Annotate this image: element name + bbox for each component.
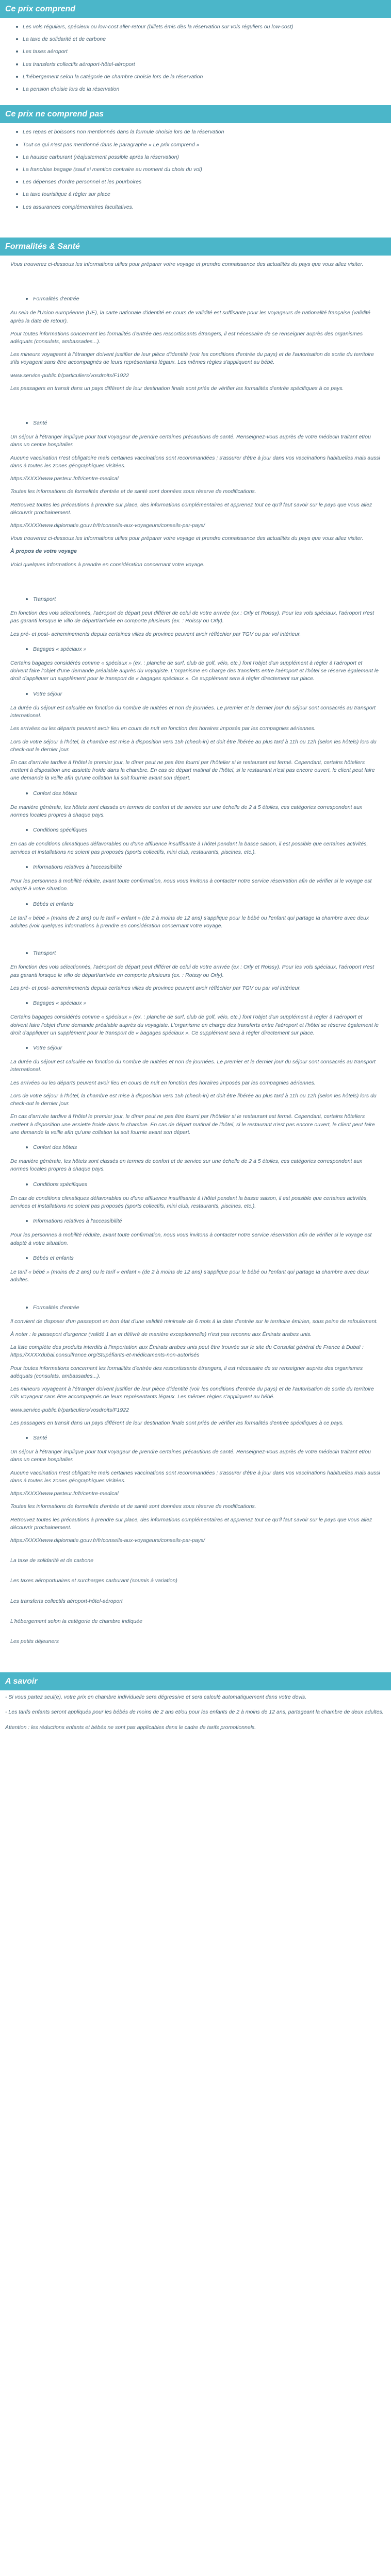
paragraph: Le tarif « bébé » (moins de 2 ans) ou le tarif « enfant » (de 2 à moins de 12 ans) s'applique pour le bébé ou l'enfant qui partage la chambre avec deux adultes. bbox=[10, 1269, 369, 1283]
formalities-section bbox=[0, 256, 391, 1658]
spacer bbox=[10, 1631, 381, 1638]
subsection-heading: Santé bbox=[10, 419, 381, 427]
subsection-heading: Informations relatives à l'accessibilité bbox=[10, 863, 381, 871]
paragraph: Un séjour à l'étranger implique pour tout voyageur de prendre certaines précautions de santé. Renseignez-vous auprès de votre médecin traitant et/ou dans un centre hospitalier. bbox=[10, 434, 371, 448]
paragraph: Certains bagages considérés comme « spéciaux » (ex. : planche de surf, club de golf, vélo, etc.) font l'objet d'un supplément à régler à l'aéroport et doivent faire l'objet d'une demande préalable auprès du voyagiste. L'organisme en charge des transferts entre l'aéroport et l'hôtel se réserve également le droit d'appliquer un supplément pour le transport de « bagages spéciaux ». Ce supplément sera à régler directement sur place. bbox=[10, 1014, 379, 1036]
paragraph: En cas d'arrivée tardive à l'hôtel le premier jour, le dîner peut ne pas être fourni par l'hôtelier si le restaurant est fermé. Cependant, certains hôteliers mettent à disposition une assiette froide dans la chambre. En cas de départ matinal de l'hôtel, si le restaurant n'est pas encore ouvert, le client peut faire une demande la veille afin qu'une collation lui soit fournie avant son départ. bbox=[10, 759, 375, 782]
included-title: Ce prix comprend bbox=[0, 0, 391, 18]
spacer bbox=[10, 398, 381, 412]
paragraph: De manière générale, les hôtels sont classés en termes de confort et de service sur une échelle de 2 à 5 étoiles, ces catégories correspondent aux normes locales propres à chaque pays. bbox=[10, 1158, 363, 1173]
paragraph: Les pré- et post- acheminements depuis certaines villes de province peuvent avoir réfléchier par TGV ou par vol intérieur. bbox=[10, 985, 301, 991]
paragraph: Pour les personnes à mobilité réduite, avant toute confirmation, nous vous invitons à contacter notre service réservation afin de vérifier si le voyage est adapté à votre situation. bbox=[10, 878, 372, 892]
excluded-item: Les dépenses d'ordre personnel et les pourboires bbox=[23, 178, 381, 186]
paragraph: La durée du séjour est calculée en fonction du nombre de nuitées et non de journées. Le premier et le dernier jour du séjour sont consacrés au transport international. bbox=[10, 1059, 376, 1073]
paragraph: La liste complète des produits interdits à l'importation aux Émirats arabes unis peut être trouvée sur le site du Consulat général de France à Dubaï : https://XXXXdubai.consulfrance.org/Stupéfiants-et-médicaments-non-autorisés bbox=[10, 1344, 364, 1359]
subsection-heading: Conditions spécifiques bbox=[10, 1181, 381, 1189]
paragraph: www.service-public.fr/particuliers/vosdroits/F1922 bbox=[10, 372, 129, 379]
subsection-heading: Bébés et enfants bbox=[10, 1255, 381, 1262]
paragraph: La durée du séjour est calculée en fonction du nombre de nuitées et non de journées. Le premier et le dernier jour du séjour sont consacrés au transport international. bbox=[10, 704, 376, 719]
paragraph: Les passagers en transit dans un pays différent de leur destination finale sont priés de vérifier les formalités d'entrée spécifiques à ce pays. bbox=[10, 1419, 344, 1426]
excluded-title: Ce prix ne comprend pas bbox=[0, 105, 391, 123]
included-item: Les taxes aéroport bbox=[23, 48, 381, 56]
paragraph: À noter : le passeport d'urgence (validé 1 an et délivré de manière exceptionnelle) n'est pas reconnu aux Émirats arabes unis. bbox=[10, 1331, 312, 1337]
spacer bbox=[10, 1290, 381, 1297]
paragraph: Il convient de disposer d'un passeport en bon état d'une validité minimale de 6 mois à la date d'entrée sur le territoire émirien, sous peine de refoulement. bbox=[10, 1318, 378, 1325]
paragraph: De manière générale, les hôtels sont classés en termes de confort et de service sur une échelle de 2 à 5 étoiles, ces catégories correspondent aux normes locales propres à chaque pays. bbox=[10, 804, 363, 819]
paragraph: L'hébergement selon la catégorie de chambre indiquée bbox=[10, 1618, 142, 1624]
paragraph: En cas d'arrivée tardive à l'hôtel le premier jour, le dîner peut ne pas être fourni par l'hôtelier si le restaurant est fermé. Cependant, certains hôteliers mettent à disposition une assiette froide dans la chambre. En cas de départ matinal de l'hôtel, si le restaurant n'est pas encore ouvert, le client peut faire une demande la veille afin qu'une collation lui soit fournie avant son départ. bbox=[10, 1113, 375, 1136]
excluded-item: Tout ce qui n'est pas mentionné dans le paragraphe « Le prix comprend » bbox=[23, 141, 381, 149]
spacer bbox=[10, 1611, 381, 1618]
notice-section bbox=[0, 1690, 391, 1744]
included-list bbox=[10, 23, 381, 93]
subsection-heading: Bébés et enfants bbox=[10, 901, 381, 908]
excluded-section bbox=[0, 123, 391, 223]
subsection-heading: Bagages « spéciaux » bbox=[10, 646, 381, 653]
spacer bbox=[10, 1570, 381, 1577]
paragraph: En cas de conditions climatiques défavorables ou d'une affluence insuffisante à l'hôtel pendant la basse saison, il est possible que certaines activités, services et installations ne soient pas proposés (sports collectifs, mini club, restaurants, piscines, etc.). bbox=[10, 841, 368, 855]
paragraph: Les taxes aéroportuaires et surcharges carburant (soumis à variation) bbox=[10, 1578, 177, 1584]
spacer bbox=[10, 1590, 381, 1598]
excluded-item: Les assurances complémentaires facultatives. bbox=[23, 204, 381, 211]
spacer bbox=[10, 1550, 381, 1557]
paragraph: Toutes les informations de formalités d'entrée et de santé sont données sous réserve de modifications. bbox=[10, 488, 256, 495]
paragraph: Les passagers en transit dans un pays différent de leur destination finale sont priés de vérifier les formalités d'entrée spécifiques à ce pays. bbox=[10, 385, 344, 392]
paragraph: Les mineurs voyageant à l'étranger doivent justifier de leur pièce d'identité (voir les conditions d'entrée du pays) et de l'autorisation de sortie du territoire s'ils voyagent sans être accompagnés de leurs représentants légaux. Les mêmes règles s'appliquent au bébé. bbox=[10, 1386, 374, 1400]
paragraph: www.service-public.fr/particuliers/vosdroits/F1922 bbox=[10, 1406, 129, 1413]
paragraph: Les pré- et post- acheminements depuis certaines villes de province peuvent avoir réfléchier par TGV ou par vol intérieur. bbox=[10, 631, 301, 637]
subsection-heading: Bagages « spéciaux » bbox=[10, 999, 381, 1007]
included-item: La pension choisie lors de la réservation bbox=[23, 86, 381, 93]
included-item: Les transferts collectifs aéroport-hôtel-aéroport bbox=[23, 61, 381, 69]
subsection-heading: Informations relatives à l'accessibilité bbox=[10, 1217, 381, 1225]
excluded-item: La franchise bagage (sauf si mention contraire au moment du choix du vol) bbox=[23, 166, 381, 174]
paragraph: Lors de votre séjour à l'hôtel, la chambre est mise à disposition vers 15h (check-in) et doit être libérée au plus tard à 11h ou 12h (selon les hôtels) lors du check-out le dernier jour. bbox=[10, 1092, 377, 1107]
included-item: Les vols réguliers, spécieux ou low-cost aller-retour (billets émis dès la réservation sur vols réguliers ou low-cost) bbox=[23, 23, 381, 31]
paragraph: La taxe de solidarité et de carbone bbox=[10, 1557, 94, 1564]
paragraph: Pour toutes informations concernant les formalités d'entrée des ressortissants étrangers, il est nécessaire de se renseigner auprès des organismes adéquats (consulats, ambassades...). bbox=[10, 1365, 363, 1379]
paragraph: En fonction des vols sélectionnés, l'aéroport de départ peut différer de celui de votre arrivée (ex : Orly et Roissy). Pour les vols spéciaux, l'aéroport n'est pas garanti lorsque le villo de départ/arrivée en comporte plusieurs (ex. : Roissy ou Orly). bbox=[10, 964, 374, 978]
subsection-heading: Confort des hôtels bbox=[10, 790, 381, 798]
paragraph: Pour toutes informations concernant les formalités d'entrée des ressortissants étrangers, il est nécessaire de se renseigner auprès des organismes adéquats (consulats, ambassades...). bbox=[10, 330, 363, 345]
paragraph: Les arrivées ou les départs peuvent avoir lieu en cours de nuit en fonction des horaires imposés par les compagnies aériennes. bbox=[10, 1079, 316, 1086]
paragraph: Vous trouverez ci-dessous les informations utiles pour préparer votre voyage et prendre connaissance des actualités du pays que vous allez visiter. bbox=[10, 261, 364, 267]
spacer bbox=[10, 274, 381, 288]
paragraph: En fonction des vols sélectionnés, l'aéroport de départ peut différer de celui de votre arrivée (ex : Orly et Roissy). Pour les vols spéciaux, l'aéroport n'est pas garanti lorsque le villo de départ/arrivée en comporte plusieurs (ex. : Roissy ou Orly). bbox=[10, 610, 374, 624]
paragraph: Les mineurs voyageant à l'étranger doivent justifier de leur pièce d'identité (voir les conditions d'entrée du pays) et de l'autorisation de sortie du territoire s'ils voyagent sans être accompagnés de leurs représentants légaux. Les mêmes règles s'appliquent au bébé. bbox=[10, 351, 374, 366]
paragraph: Retrouvez toutes les précautions à prendre sur place, des informations complémentaires et apprenez tout ce qu'il faut savoir sur le pays que vous allez découvrir prochainement. bbox=[10, 501, 372, 516]
paragraph: Pour les personnes à mobilité réduite, avant toute confirmation, nous vous invitons à contacter notre service réservation afin de vérifier si le voyage est adapté à votre situation. bbox=[10, 1232, 372, 1246]
paragraph: Lors de votre séjour à l'hôtel, la chambre est mise à disposition vers 15h (check-in) et doit être libérée au plus tard à 11h ou 12h (selon les hôtels) lors du check-out le dernier jour. bbox=[10, 738, 377, 753]
paragraph: Voici quelques informations à prendre en considération concernant votre voyage. bbox=[10, 561, 205, 568]
formalities-title: Formalités & Santé bbox=[0, 238, 391, 256]
paragraph: Les arrivées ou les départs peuvent avoir lieu en cours de nuit en fonction des horaires imposés par les compagnies aériennes. bbox=[10, 725, 316, 732]
paragraph: Toutes les informations de formalités d'entrée et de santé sont données sous réserve de modifications. bbox=[10, 1503, 256, 1510]
excluded-item: La hausse carburant (réajustement possible après la réservation) bbox=[23, 154, 381, 161]
subsection-heading: Transport bbox=[10, 950, 381, 957]
subsection-heading: Santé bbox=[10, 1434, 381, 1442]
subsection-heading: Votre séjour bbox=[10, 1044, 381, 1052]
notice-title: A savoir bbox=[0, 1672, 391, 1690]
spacer bbox=[0, 1658, 391, 1672]
included-section bbox=[0, 18, 391, 105]
excluded-list bbox=[10, 128, 381, 211]
paragraph: Le tarif « bébé » (moins de 2 ans) ou le tarif « enfant » (de 2 à moins de 12 ans) s'applique pour le bébé ou l'enfant qui partage la chambre avec deux adultes (voir quelques informations à prendre en considération concernant votre voyage. bbox=[10, 914, 369, 929]
paragraph: Retrouvez toutes les précautions à prendre sur place, des informations complémentaires et apprenez tout ce qu'il faut savoir sur le pays que vous allez découvrir prochainement. bbox=[10, 1516, 372, 1531]
paragraph: Certains bagages considérés comme « spéciaux » (ex. : planche de surf, club de golf, vélo, etc.) font l'objet d'un supplément à régler à l'aéroport et doivent faire l'objet d'une demande préalable auprès du voyagiste. L'organisme en charge des transferts entre l'aéroport et l'hôtel se réserve également le droit d'appliquer un supplément pour le transport de « bagages spéciaux ». Ce supplément sera à régler directement sur place. bbox=[10, 659, 379, 682]
notice-line: - Si vous partez seul(e), votre prix en chambre individuelle sera dégressive et sera calculé automatiquement dans votre devis. bbox=[5, 1694, 307, 1701]
subsection-heading: Conditions spécifiques bbox=[10, 826, 381, 834]
paragraph: Aucune vaccination n'est obligatoire mais certaines vaccinations sont recommandées ; s'assurer d'être à jour dans vos vaccinations habituelles mais aussi dans à toutes les zones géographiques visitées. bbox=[10, 454, 380, 469]
spacer bbox=[10, 574, 381, 588]
subsection-heading: Confort des hôtels bbox=[10, 1144, 381, 1151]
notice-line: - Les tarifs enfants seront appliqués pour les bébés de moins de 2 ans et/ou pour les enfants de 2 à moins de 12 ans, partageant la chambre de deux adultes. bbox=[5, 1709, 384, 1716]
spacer bbox=[10, 935, 381, 942]
paragraph: Un séjour à l'étranger implique pour tout voyageur de prendre certaines précautions de santé. Renseignez-vous auprès de votre médecin traitant et/ou dans un centre hospitalier. bbox=[10, 1449, 371, 1463]
subsection-heading: Formalités d'entrée bbox=[10, 295, 381, 303]
subsection-heading: Votre séjour bbox=[10, 690, 381, 698]
included-item: La taxe de solidarité et de carbone bbox=[23, 36, 381, 43]
paragraph: Au sein de l'Union européenne (UE), la carte nationale d'identité en cours de validité est suffisante pour les voyageurs de nationalité française (validité après la date de retour). bbox=[10, 310, 371, 324]
paragraph: https://XXXXwww.pasteur.fr/fr/centre-medical bbox=[10, 476, 119, 482]
notice-line: Attention : les réductions enfants et bébés ne sont pas applicables dans le cadre de tarifs promotionnels. bbox=[5, 1724, 256, 1731]
excluded-item: La taxe touristique à régler sur place bbox=[23, 191, 381, 198]
paragraph: Les petits déjeuners bbox=[10, 1638, 59, 1645]
paragraph: Vous trouverez ci-dessous les informations utiles pour préparer votre voyage et prendre connaissance des actualités du pays que vous allez visiter. bbox=[10, 535, 364, 542]
paragraph: Aucune vaccination n'est obligatoire mais certaines vaccinations sont recommandées ; s'assurer d'être à jour dans vos vaccinations habituelles mais aussi dans à toutes les zones géographiques visitées. bbox=[10, 1469, 380, 1484]
paragraph: En cas de conditions climatiques défavorables ou d'une affluence insuffisante à l'hôtel pendant la basse saison, il est possible que certaines activités, services et installations ne soient pas proposés (sports collectifs, mini club, restaurants, piscines, etc.). bbox=[10, 1195, 368, 1210]
spacer bbox=[0, 223, 391, 238]
subsection-heading: Formalités d'entrée bbox=[10, 1304, 381, 1312]
paragraph: https://XXXXwww.diplomatie.gouv.fr/fr/conseils-aux-voyageurs/conseils-par-pays/ bbox=[10, 1537, 205, 1544]
excluded-item: Les repas et boissons non mentionnés dans la formule choisie lors de la réservation bbox=[23, 128, 381, 136]
subsection-heading: Transport bbox=[10, 596, 381, 603]
included-item: L'hébergement selon la catégorie de chambre choisie lors de la réservation bbox=[23, 73, 381, 81]
paragraph: https://XXXXwww.diplomatie.gouv.fr/fr/conseils-aux-voyageurs/conseils-par-pays/ bbox=[10, 522, 205, 529]
paragraph: Les transferts collectifs aéroport-hôtel-aéroport bbox=[10, 1598, 123, 1604]
section-heading: À propos de votre voyage bbox=[10, 548, 77, 555]
paragraph: https://XXXXwww.pasteur.fr/fr/centre-medical bbox=[10, 1490, 119, 1497]
